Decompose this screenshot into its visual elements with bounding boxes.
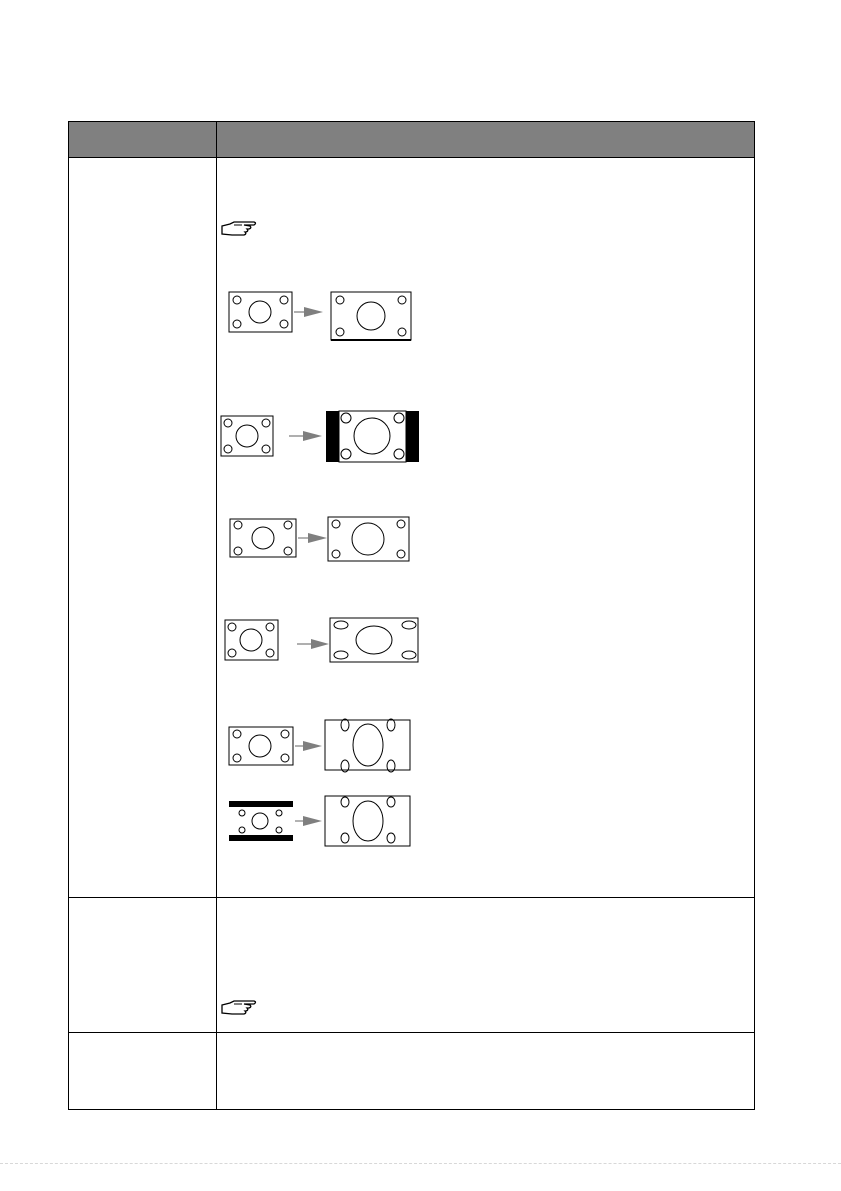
- aspect-4x3: [228, 515, 414, 565]
- aspect-real-pillarbox: [219, 408, 423, 466]
- table-row: [69, 1033, 216, 1111]
- note-hand-icon: [220, 219, 258, 239]
- aspect-auto-4x3-to-screen: [226, 290, 416, 344]
- table-row: [69, 158, 216, 897]
- header-function: [69, 122, 216, 157]
- table-header-row: [69, 122, 754, 158]
- column-divider: [216, 122, 217, 1109]
- table-row: [69, 898, 216, 1032]
- aspect-letterbox: [226, 794, 414, 850]
- note-hand-icon: [220, 998, 258, 1018]
- page-bottom-rule: [0, 1163, 841, 1164]
- aspect-16x10-tall: [226, 716, 414, 774]
- header-description: [217, 122, 755, 157]
- aspect-16x9-stretch: [223, 616, 421, 666]
